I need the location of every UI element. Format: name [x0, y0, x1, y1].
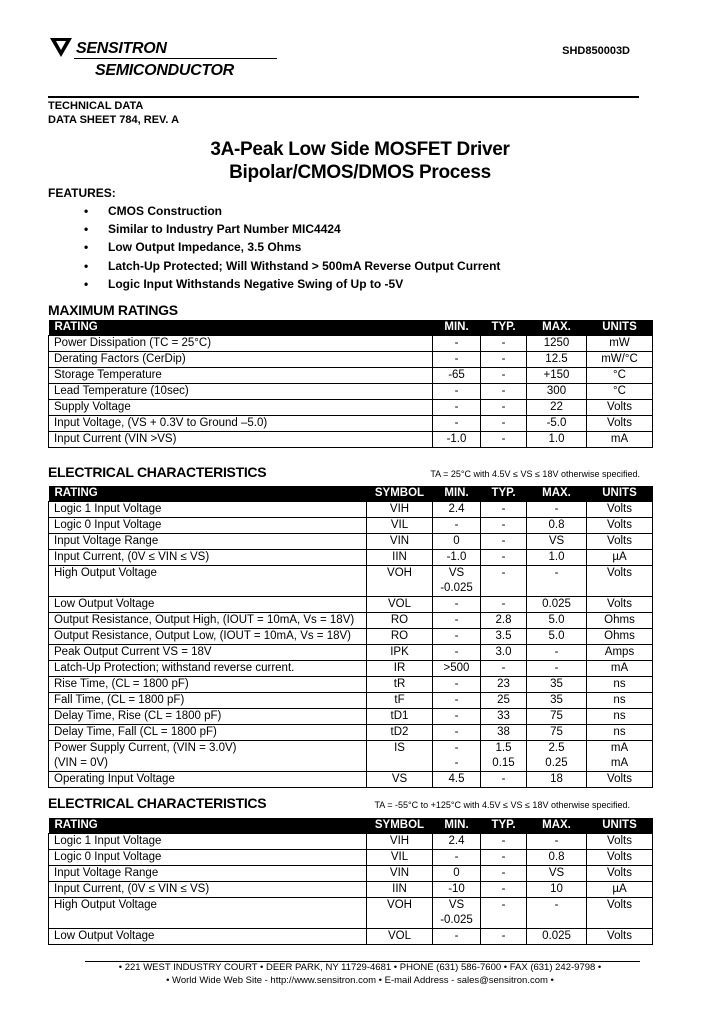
column-header: UNITS	[587, 486, 653, 501]
cell-typ: 25	[481, 692, 527, 708]
cell-max: -	[527, 660, 587, 676]
cell-max: -	[527, 833, 587, 849]
table-row	[49, 676, 653, 692]
table-row	[49, 644, 653, 660]
cell-max: -	[527, 897, 587, 928]
cell-rating: Storage Temperature	[49, 367, 433, 383]
cell-max: 35	[527, 676, 587, 692]
table-row	[49, 399, 653, 415]
elec-char-temp-table	[48, 818, 653, 945]
cell-typ: -	[481, 399, 527, 415]
feature-item	[84, 240, 301, 254]
bullet: •	[84, 240, 89, 254]
cell-typ: -	[481, 596, 527, 612]
table-row	[49, 771, 653, 787]
cell-units: ns	[587, 676, 653, 692]
cell-units: Volts	[587, 928, 653, 944]
cell-typ: 3.0	[481, 644, 527, 660]
cell-min: 4.5	[433, 771, 481, 787]
cell-units: mW/°C	[587, 351, 653, 367]
footer-contact: • World Wide Web Site - http://www.sensitron.com • E-mail Address - sales@sensitron.com •	[166, 975, 554, 986]
cell-rating: Output Resistance, Output Low, (IOUT = 10mA, Vs = 18V)	[49, 628, 367, 644]
cell-rating: Derating Factors (CerDip)	[49, 351, 433, 367]
cell-units: Volts	[587, 517, 653, 533]
cell-units: Volts	[587, 399, 653, 415]
column-header: RATING	[49, 320, 433, 335]
cell-min: -	[433, 612, 481, 628]
cell-rating: Low Output Voltage	[49, 596, 367, 612]
cell-symbol: tD2	[367, 724, 433, 740]
cell-typ: -	[481, 335, 527, 351]
cell-typ: -	[481, 565, 527, 596]
cell-max: -	[527, 501, 587, 517]
cell-max: 18	[527, 771, 587, 787]
elec-char-temp-heading: ELECTRICAL CHARACTERISTICS	[48, 795, 267, 811]
table-row	[49, 367, 653, 383]
company-name-line1: SENSITRON	[76, 40, 167, 58]
cell-max: 75	[527, 708, 587, 724]
cell-rating: Logic 1 Input Voltage	[49, 501, 367, 517]
cell-typ: -	[481, 881, 527, 897]
elec-char-condition: TA = 25°C with 4.5V ≤ VS ≤ 18V otherwise specified.	[430, 469, 640, 479]
cell-typ: -	[481, 517, 527, 533]
cell-rating: Operating Input Voltage	[49, 771, 367, 787]
cell-typ: -	[481, 367, 527, 383]
cell-units: Volts	[587, 501, 653, 517]
table-row	[49, 692, 653, 708]
cell-rating: Input Voltage Range	[49, 533, 367, 549]
doc-info	[48, 99, 179, 127]
cell-units: mA	[587, 431, 653, 447]
bullet: •	[84, 277, 89, 291]
cell-min: - -	[433, 740, 481, 771]
cell-min: 2.4	[433, 833, 481, 849]
feature-item	[84, 259, 500, 273]
feature-item	[84, 204, 222, 218]
cell-symbol: tD1	[367, 708, 433, 724]
feature-text: Latch-Up Protected; Will Withstand > 500mA Reverse Output Current	[108, 259, 501, 273]
cell-units: ns	[587, 708, 653, 724]
cell-typ: -	[481, 549, 527, 565]
cell-units: Amps	[587, 644, 653, 660]
column-header: UNITS	[587, 320, 653, 335]
cell-rating: Input Current (VIN >VS)	[49, 431, 433, 447]
cell-symbol: IS	[367, 740, 433, 771]
cell-symbol: VIH	[367, 501, 433, 517]
cell-rating: Input Current, (0V ≤ VIN ≤ VS)	[49, 549, 367, 565]
table-row	[49, 660, 653, 676]
cell-units: Volts	[587, 771, 653, 787]
bullet: •	[84, 222, 89, 236]
cell-typ: 3.5	[481, 628, 527, 644]
cell-min: -65	[433, 367, 481, 383]
cell-min: -	[433, 676, 481, 692]
cell-units: µA	[587, 881, 653, 897]
bullet: •	[84, 259, 89, 273]
cell-min: -	[433, 928, 481, 944]
cell-typ: -	[481, 351, 527, 367]
cell-typ: -	[481, 771, 527, 787]
elec-char-temp-condition: TA = -55°C to +125°C with 4.5V ≤ VS ≤ 18V otherwise specified.	[374, 800, 630, 810]
cell-typ: 2.8	[481, 612, 527, 628]
cell-typ: 38	[481, 724, 527, 740]
cell-units: mA	[587, 660, 653, 676]
cell-symbol: VOL	[367, 928, 433, 944]
table-row	[49, 549, 653, 565]
cell-units: °C	[587, 367, 653, 383]
cell-rating: Power Supply Current, (VIN = 3.0V) (VIN = 0V)	[49, 740, 367, 771]
cell-max: -	[527, 565, 587, 596]
cell-units: Volts	[587, 833, 653, 849]
cell-min: -	[433, 628, 481, 644]
cell-units: Ohms	[587, 612, 653, 628]
column-header: MIN.	[433, 320, 481, 335]
column-header: RATING	[49, 486, 367, 501]
cell-min: >500	[433, 660, 481, 676]
cell-symbol: VIH	[367, 833, 433, 849]
cell-units: Volts	[587, 596, 653, 612]
cell-max: -	[527, 644, 587, 660]
column-header: TYP.	[481, 320, 527, 335]
column-header: SYMBOL	[367, 818, 433, 833]
footer-address: • 221 WEST INDUSTRY COURT • DEER PARK, NY 11729-4681 • PHONE (631) 586-7600 • FAX (631) 242-9798 •	[118, 962, 602, 973]
cell-rating: Input Voltage Range	[49, 865, 367, 881]
feature-text: CMOS Construction	[108, 204, 222, 218]
cell-min: -	[433, 644, 481, 660]
table-row	[49, 865, 653, 881]
cell-rating: Logic 1 Input Voltage	[49, 833, 367, 849]
header-divider	[48, 96, 639, 98]
cell-max: 1.0	[527, 549, 587, 565]
cell-symbol: VIN	[367, 533, 433, 549]
column-header: TYP.	[481, 818, 527, 833]
table-row	[49, 724, 653, 740]
cell-units: Volts	[587, 565, 653, 596]
cell-min: -1.0	[433, 431, 481, 447]
cell-min: -10	[433, 881, 481, 897]
cell-rating: Delay Time, Rise (CL = 1800 pF)	[49, 708, 367, 724]
cell-max: 75	[527, 724, 587, 740]
column-header: MAX.	[527, 486, 587, 501]
feature-text: Similar to Industry Part Number MIC4424	[108, 222, 341, 236]
cell-symbol: RO	[367, 612, 433, 628]
cell-units: Volts	[587, 415, 653, 431]
cell-max: 22	[527, 399, 587, 415]
cell-max: 0.025	[527, 596, 587, 612]
cell-max: -5.0	[527, 415, 587, 431]
cell-units: ns	[587, 692, 653, 708]
cell-max: VS	[527, 865, 587, 881]
cell-rating: Rise Time, (CL = 1800 pF)	[49, 676, 367, 692]
cell-symbol: VOH	[367, 897, 433, 928]
table-row	[49, 517, 653, 533]
cell-typ: 1.5 0.15	[481, 740, 527, 771]
cell-symbol: VIL	[367, 517, 433, 533]
cell-max: 1250	[527, 335, 587, 351]
cell-symbol: VOL	[367, 596, 433, 612]
cell-max: 300	[527, 383, 587, 399]
features-heading: FEATURES:	[48, 186, 116, 200]
cell-max: 2.5 0.25	[527, 740, 587, 771]
table-row	[49, 928, 653, 944]
cell-typ: -	[481, 533, 527, 549]
cell-units: Volts	[587, 865, 653, 881]
cell-typ: -	[481, 865, 527, 881]
cell-min: -	[433, 351, 481, 367]
table-row	[49, 628, 653, 644]
cell-typ: -	[481, 431, 527, 447]
table-row	[49, 351, 653, 367]
feature-text: Low Output Impedance, 3.5 Ohms	[108, 240, 302, 254]
table-row	[49, 501, 653, 517]
cell-typ: -	[481, 833, 527, 849]
cell-rating: Output Resistance, Output High, (IOUT = 10mA, Vs = 18V)	[49, 612, 367, 628]
title-line2: Bipolar/CMOS/DMOS Process	[229, 162, 491, 183]
column-header: RATING	[49, 818, 367, 833]
table-row	[49, 708, 653, 724]
cell-units: ns	[587, 724, 653, 740]
cell-symbol: IR	[367, 660, 433, 676]
cell-rating: Input Current, (0V ≤ VIN ≤ VS)	[49, 881, 367, 897]
doc-type: TECHNICAL DATA	[48, 100, 144, 112]
table-row	[49, 833, 653, 849]
cell-max: 35	[527, 692, 587, 708]
cell-units: Volts	[587, 849, 653, 865]
cell-symbol: VIN	[367, 865, 433, 881]
table-row	[49, 431, 653, 447]
cell-max: 0.8	[527, 849, 587, 865]
cell-rating: Power Dissipation (TC = 25°C)	[49, 335, 433, 351]
cell-symbol: IIN	[367, 549, 433, 565]
cell-max: 12.5	[527, 351, 587, 367]
cell-min: -	[433, 415, 481, 431]
cell-typ: -	[481, 660, 527, 676]
cell-min: -	[433, 708, 481, 724]
cell-typ: 23	[481, 676, 527, 692]
cell-units: mW	[587, 335, 653, 351]
part-number: SHD850003D	[562, 45, 630, 57]
cell-typ: -	[481, 897, 527, 928]
cell-units: Volts	[587, 897, 653, 928]
cell-rating: Supply Voltage	[49, 399, 433, 415]
table-row	[49, 335, 653, 351]
cell-typ: -	[481, 415, 527, 431]
cell-rating: Low Output Voltage	[49, 928, 367, 944]
cell-symbol: VIL	[367, 849, 433, 865]
table-row	[49, 897, 653, 928]
cell-min: VS -0.025	[433, 897, 481, 928]
cell-rating: Lead Temperature (10sec)	[49, 383, 433, 399]
feature-item	[84, 277, 403, 291]
cell-units: Volts	[587, 533, 653, 549]
cell-rating: Logic 0 Input Voltage	[49, 849, 367, 865]
cell-max: +150	[527, 367, 587, 383]
cell-typ: -	[481, 849, 527, 865]
cell-min: -	[433, 399, 481, 415]
column-header: SYMBOL	[367, 486, 433, 501]
column-header: UNITS	[587, 818, 653, 833]
cell-min: -	[433, 596, 481, 612]
cell-rating: Latch-Up Protection; withstand reverse current.	[49, 660, 367, 676]
table-row	[49, 533, 653, 549]
title-line1: 3A-Peak Low Side MOSFET Driver	[210, 139, 510, 160]
cell-min: VS -0.025	[433, 565, 481, 596]
table-row	[49, 596, 653, 612]
cell-min: -1.0	[433, 549, 481, 565]
elec-char-heading: ELECTRICAL CHARACTERISTICS	[48, 464, 267, 480]
cell-rating: Fall Time, (CL = 1800 pF)	[49, 692, 367, 708]
cell-min: -	[433, 849, 481, 865]
cell-symbol: tF	[367, 692, 433, 708]
cell-max: 10	[527, 881, 587, 897]
cell-symbol: RO	[367, 628, 433, 644]
cell-rating: High Output Voltage	[49, 897, 367, 928]
cell-symbol: IPK	[367, 644, 433, 660]
table-row	[49, 881, 653, 897]
cell-rating: Delay Time, Fall (CL = 1800 pF)	[49, 724, 367, 740]
cell-max: 1.0	[527, 431, 587, 447]
cell-rating: Peak Output Current VS = 18V	[49, 644, 367, 660]
cell-rating: Input Voltage, (VS + 0.3V to Ground –5.0)	[49, 415, 433, 431]
sensitron-logo-icon	[50, 38, 74, 58]
cell-max: 5.0	[527, 612, 587, 628]
cell-typ: -	[481, 928, 527, 944]
cell-max: 0.8	[527, 517, 587, 533]
table-row	[49, 383, 653, 399]
elec-char-table	[48, 486, 653, 788]
cell-symbol: VS	[367, 771, 433, 787]
cell-min: -	[433, 724, 481, 740]
cell-units: °C	[587, 383, 653, 399]
cell-min: 0	[433, 865, 481, 881]
cell-typ: 33	[481, 708, 527, 724]
cell-min: 2.4	[433, 501, 481, 517]
cell-max: 0.025	[527, 928, 587, 944]
cell-typ: -	[481, 383, 527, 399]
cell-min: -	[433, 383, 481, 399]
cell-units: Ohms	[587, 628, 653, 644]
feature-text: Logic Input Withstands Negative Swing of Up to -5V	[108, 277, 404, 291]
cell-symbol: VOH	[367, 565, 433, 596]
column-header: MIN.	[433, 818, 481, 833]
cell-min: -	[433, 517, 481, 533]
cell-min: 0	[433, 533, 481, 549]
cell-min: -	[433, 692, 481, 708]
max-ratings-heading: MAXIMUM RATINGS	[48, 302, 178, 318]
table-row	[49, 740, 653, 771]
company-name-line2: SEMICONDUCTOR	[95, 62, 234, 79]
datasheet-rev: DATA SHEET 784, REV. A	[48, 114, 180, 126]
cell-units: µA	[587, 549, 653, 565]
cell-typ: -	[481, 501, 527, 517]
column-header: TYP.	[481, 486, 527, 501]
cell-rating: Logic 0 Input Voltage	[49, 517, 367, 533]
column-header: MAX.	[527, 818, 587, 833]
cell-min: -	[433, 335, 481, 351]
bullet: •	[84, 204, 89, 218]
feature-item	[84, 222, 341, 236]
cell-symbol: IIN	[367, 881, 433, 897]
cell-max: 5.0	[527, 628, 587, 644]
column-header: MIN.	[433, 486, 481, 501]
cell-max: VS	[527, 533, 587, 549]
max-ratings-table	[48, 320, 653, 448]
table-row	[49, 612, 653, 628]
column-header: MAX.	[527, 320, 587, 335]
table-row	[49, 849, 653, 865]
table-row	[49, 415, 653, 431]
cell-symbol: tR	[367, 676, 433, 692]
cell-units: mA mA	[587, 740, 653, 771]
table-row	[49, 565, 653, 596]
cell-rating: High Output Voltage	[49, 565, 367, 596]
